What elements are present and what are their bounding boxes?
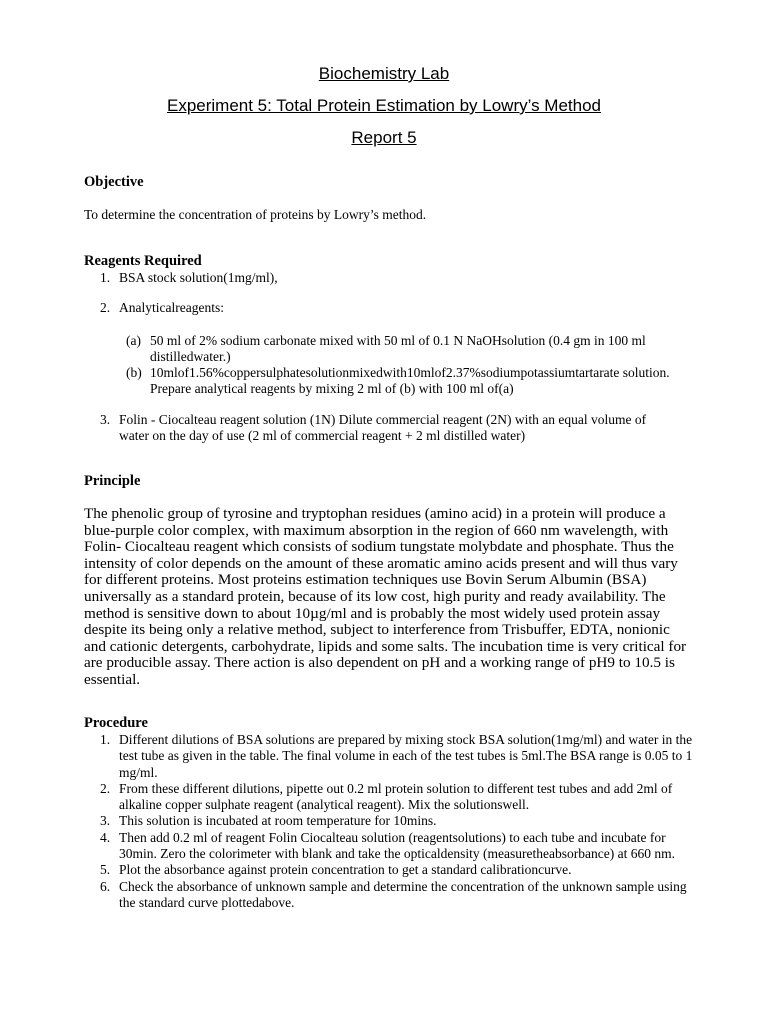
procedure-step: 3. This solution is incubated at room temperature for 10mins. (100, 813, 437, 829)
procedure-step: 4. Then add 0.2 ml of reagent Folin Ciocalteau solution (reagentsolutions) to each tube and incubate for 30min. Zero the colorimeter with blank and take the opticaldensity (measuretheabsorbance) at 660 nm. (100, 829, 675, 862)
reagents-sub-a (84, 333, 694, 366)
procedure-step-3-text: This solution is incubated at room temperature for 10mins. (119, 813, 437, 829)
reagents-item-1-text: BSA stock solution(1mg/ml), (119, 270, 278, 285)
principle-text: The phenolic group of tyrosine and tryptophan residues (amino acid) in a protein will produce a blue-purple color complex, with maximum absorption in the region of 660 nm wavelength, with Folin- Ciocalteau reagent which consists of sodium tungstate molybdate and phosphate. Thus the intensity of color depends on the amount of these aromatic amino acids present and will thus vary for different proteins. Most proteins estimation techniques use Bovin Serum Albumin (BSA) universally as a standard protein, because of its low cost, high purity and ready availability. The method is sensitive down to about 10µg/ml and is probably the most widely used protein assay despite its being only a relative method, subject to interference from Trisbuffer, EDTA, nonionic and cationic detergents, carbohydrate, lipids and some salts. The incubation time is very critical for are producible assay. There action is also dependent on pH and a working range of pH9 to 10.5 is essential. (84, 505, 687, 688)
procedure-step: 6. Check the absorbance of unknown sample and determine the concentration of the unknown sample using the standard curve plottedabove. (100, 878, 687, 910)
procedure-step: 2. From these different dilutions, pipette out 0.2 ml protein solution to different test tubes and add 2ml of alkaline copper sulphate reagent (analytical reagent). Mix the solutionswell. (100, 780, 673, 813)
sub-a-label: (a) (126, 333, 141, 348)
report-title: Report 5 (351, 128, 417, 147)
sub-b-label: (b) (126, 365, 142, 380)
procedure-step-4-text: Then add 0.2 ml of reagent Folin Ciocalteau solution (reagentsolutions) to each tube and incubate for 30min. Zero the colorimeter with blank and take the opticaldensity (measuretheabsorbance) at 660 nm. (119, 829, 675, 862)
procedure-list (84, 732, 696, 911)
procedure-step-1-text: Different dilutions of BSA solutions are prepared by mixing stock BSA solution(1mg/ml) and water in the test tube as given in the table. The final volume in each of the test tubes is 5ml.The BSA range is 0.05 to 1 mg/ml. (119, 732, 693, 780)
procedure-step-6-text: Check the absorbance of unknown sample and determine the concentration of the unknown sample using the standard curve plottedabove. (119, 878, 687, 910)
reagents-heading: Reagents Required (84, 253, 202, 269)
reagents-item-2-text: Analyticalreagents: (119, 300, 224, 315)
reagents-item-1: 1. BSA stock solution(1mg/ml), (100, 270, 278, 285)
procedure-step-5-text: Plot the absorbance against protein concentration to get a standard calibrationcurve. (119, 862, 572, 878)
reagents-sub-b (84, 365, 694, 398)
procedure-step-2-text: From these different dilutions, pipette out 0.2 ml protein solution to different test tubes and add 2ml of alkaline copper sulphate reagent (analytical reagent). Mix the solutionswell. (119, 780, 673, 813)
reagents-item-2: 2. Analyticalreagents: (100, 300, 224, 315)
experiment-title: Experiment 5: Total Protein Estimation by Lowry’s Method (166, 96, 602, 115)
sub-b-text: 10mlof1.56%coppersulphatesolutionmixedwith10mlof2.37%sodiumpotassiumtartarate solution. Prepare analytical reagents by mixing 2 ml of (b) with 100 ml of(a) (150, 365, 670, 397)
course-title: Biochemistry Lab (318, 64, 450, 83)
objective-heading: Objective (84, 174, 144, 190)
procedure-heading: Procedure (84, 715, 148, 731)
objective-text: To determine the concentration of proteins by Lowry’s method. (84, 207, 427, 222)
reagents-item-3: 3. Folin - Ciocalteau reagent solution (1N) Dilute commercial reagent (2N) with an equal volume of water on the day of use (2 ml of commercial reagent + 2 ml distilled water) (100, 412, 647, 444)
procedure-step: 1. Different dilutions of BSA solutions are prepared by mixing stock BSA solution(1mg/ml) and water in the test tube as given in the table. The final volume in each of the test tubes is 5ml.The BSA range is 0.05 to 1 mg/ml. (100, 732, 693, 780)
reagents-item-3-text: Folin - Ciocalteau reagent solution (1N) Dilute commercial reagent (2N) with an equal volume of water on the day of use (2 ml of commercial reagent + 2 ml distilled water) (119, 412, 647, 444)
sub-a-text: 50 ml of 2% sodium carbonate mixed with 50 ml of 0.1 N NaOHsolution (0.4 gm in 100 ml distilledwater.) (150, 333, 646, 365)
procedure-step: 5. Plot the absorbance against protein concentration to get a standard calibrationcurve. (100, 862, 572, 878)
principle-heading: Principle (84, 473, 141, 489)
